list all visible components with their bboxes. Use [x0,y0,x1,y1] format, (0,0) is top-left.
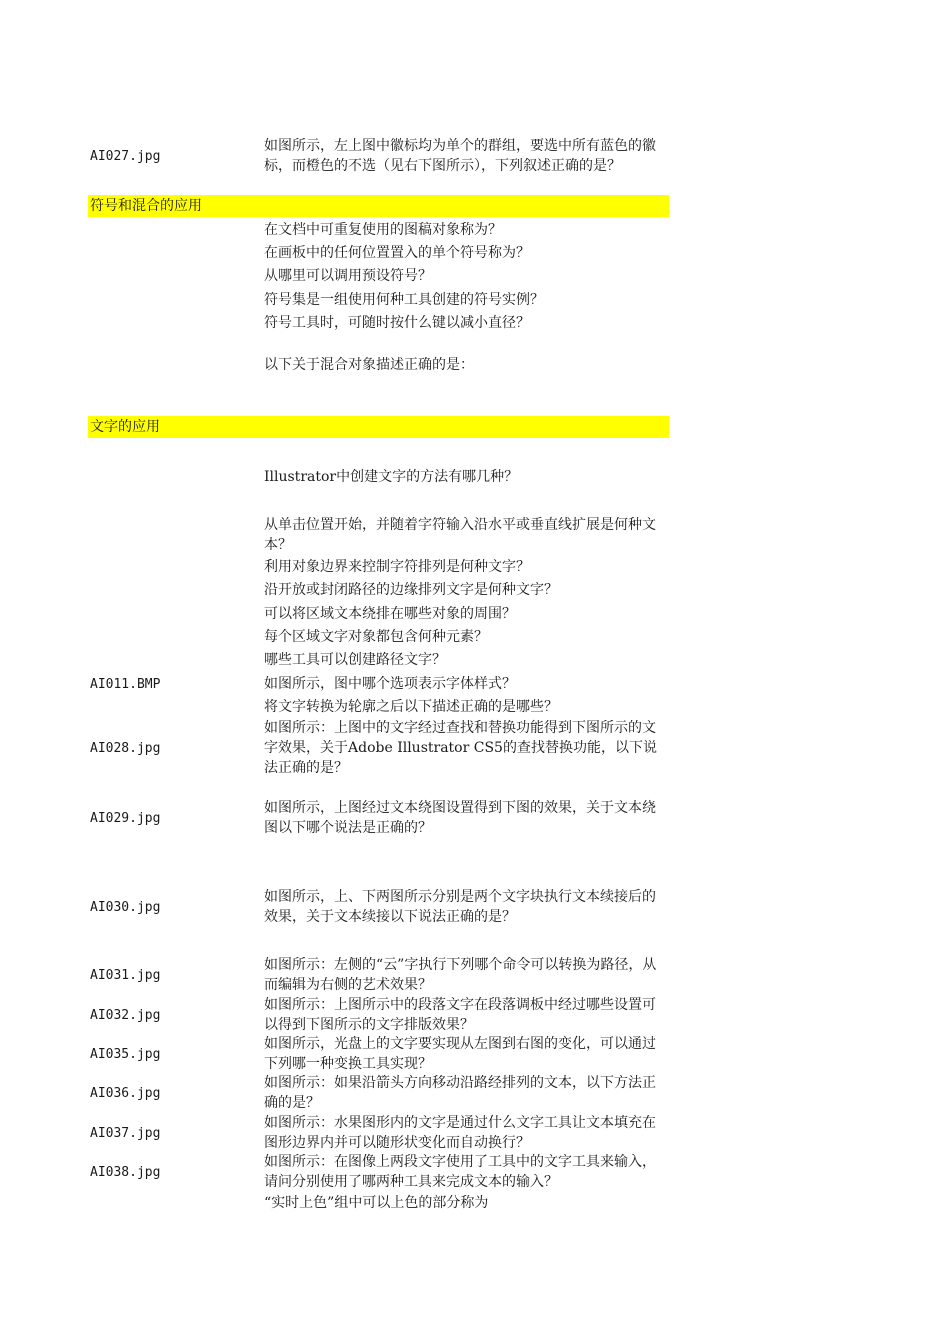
table-row [88,673,669,695]
file-name-cell: AI035.jpg [90,1046,161,1062]
question-text: Illustrator中创建文字的方法有哪几种？ [264,469,519,485]
table-row [88,718,669,778]
table-row [88,1151,669,1193]
question-text: 符号工具时，可随时按什么键以减小直径？ [264,315,530,331]
table-row [88,1072,669,1114]
question-cell [264,289,669,311]
question-text: 从单击位置开始，并随着字符输入沿水平或垂直线扩展是何种文本？ [264,517,656,553]
section-header [88,195,669,217]
question-text: 如图所示：上图中的文字经过查找和替换功能得到下图所示的文字效果，关于Adobe Illustrator CS5的查找替换功能，以下说法正确的是？ [264,720,657,776]
section-title: 符号和混合的应用 [90,198,202,214]
question-text: 从哪里可以调用预设符号？ [264,268,432,284]
question-text: 如图所示：如果沿箭头方向移动沿路经排列的文本，以下方法正确的是？ [264,1075,656,1111]
table-row [88,219,669,241]
question-cell [264,579,669,601]
table-row [88,579,669,601]
question-text: 以下关于混合对象描述正确的是： [264,357,474,373]
question-cell [264,312,669,334]
file-name-cell: AI028.jpg [90,740,161,756]
question-text: 如图所示，上图经过文本绕图设置得到下图的效果，关于文本绕图以下哪个说法是正确的？ [264,800,656,836]
table-row [88,126,669,186]
table-row [88,1112,669,1154]
question-cell [264,514,669,556]
question-text: 如图所示，上、下两图所示分别是两个文字块执行文本续接后的效果，关于文本续接以下说法正确的是？ [264,889,656,925]
file-name-cell: AI032.jpg [90,1007,161,1023]
table-row [88,603,669,625]
question-text: 将文字转换为轮廓之后以下描述正确的是哪些？ [264,699,558,715]
question-text: 如图所示，图中哪个选项表示字体样式？ [264,676,516,692]
question-cell [264,1151,669,1193]
table-row [88,1033,669,1075]
question-cell [264,265,669,287]
table-row [88,556,669,578]
question-cell [264,1072,669,1114]
table-row [88,514,669,556]
file-name-cell: AI030.jpg [90,899,161,915]
question-cell [264,1192,669,1214]
question-cell [264,649,669,671]
table-row [88,242,669,264]
table-row [88,954,669,996]
question-text: 符号集是一组使用何种工具创建的符号实例？ [264,292,544,308]
question-cell [264,219,669,241]
file-name-cell: AI031.jpg [90,967,161,983]
file-name-cell: AI038.jpg [90,1164,161,1180]
file-name-cell: AI029.jpg [90,810,161,826]
table-row [88,626,669,648]
question-text: 在文档中可重复使用的图稿对象称为？ [264,222,502,238]
file-name-cell: AI036.jpg [90,1085,161,1101]
table-row [88,466,669,488]
table-row [88,354,669,376]
question-text: “实时上色”组中可以上色的部分称为 [264,1195,489,1211]
table-row [88,649,669,671]
question-cell [264,556,669,578]
table-row [88,886,669,928]
question-text: 如图所示，光盘上的文字要实现从左图到右图的变化，可以通过下列哪一种变换工具实现？ [264,1036,656,1072]
table-row [88,1192,669,1214]
question-cell [264,1033,669,1075]
question-cell [264,354,669,376]
question-text: 哪些工具可以创建路径文字？ [264,652,446,668]
question-cell [264,886,669,928]
file-name-cell: AI037.jpg [90,1125,161,1141]
table-row [88,265,669,287]
table-row [88,312,669,334]
question-cell [264,603,669,625]
question-text: 如图所示：上图所示中的段落文字在段落调板中经过哪些设置可以得到下图所示的文字排版效果？ [264,997,656,1033]
file-name-cell: AI027.jpg [90,148,161,164]
table-row [88,797,669,839]
question-cell [264,994,669,1036]
question-cell [264,673,669,695]
question-text: 如图所示：水果图形内的文字是通过什么文字工具让文本填充在图形边界内并可以随形状变化而自动换行？ [264,1115,656,1151]
question-text: 利用对象边界来控制字符排列是何种文字？ [264,559,530,575]
question-cell [264,242,669,264]
question-text: 沿开放或封闭路径的边缘排列文字是何种文字？ [264,582,558,598]
question-cell [264,696,669,718]
question-cell [264,718,669,778]
section-title: 文字的应用 [90,419,160,435]
table-row [88,289,669,311]
question-cell [264,1112,669,1154]
question-text: 可以将区域文本绕排在哪些对象的周围？ [264,606,516,622]
question-cell [264,626,669,648]
file-name-cell: AI011.BMP [90,676,161,692]
question-cell [264,954,669,996]
question-text: 在画板中的任何位置置入的单个符号称为？ [264,245,530,261]
question-cell [264,797,669,839]
table-row [88,994,669,1036]
question-text: 每个区域文字对象都包含何种元素？ [264,629,488,645]
section-header [88,416,669,438]
question-cell [264,126,669,186]
question-text: 如图所示：左侧的“云”字执行下列哪个命令可以转换为路径，从而编辑为右侧的艺术效果？ [264,957,657,993]
question-cell [264,466,669,488]
question-text: 如图所示，左上图中徽标均为单个的群组，要选中所有蓝色的徽标，而橙色的不选（见右下图所示），下列叙述正确的是？ [264,138,656,174]
table-row [88,696,669,718]
question-text: 如图所示：在图像上两段文字使用了工具中的文字工具来输入，请问分别使用了哪两种工具来完成文本的输入？ [264,1154,656,1190]
